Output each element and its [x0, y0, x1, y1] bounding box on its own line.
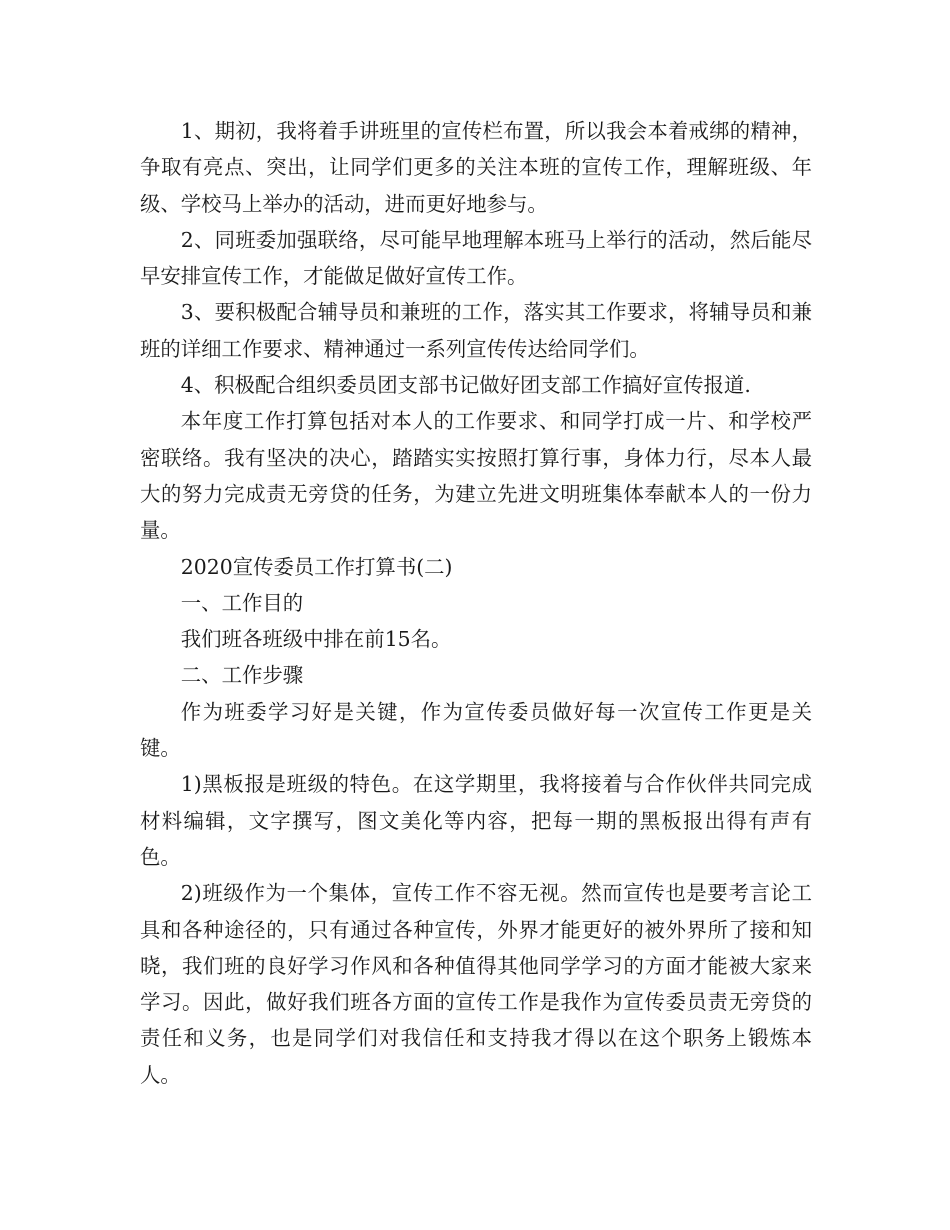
paragraph-key-point: 作为班委学习好是关键，作为宣传委员做好每一次宣传工作更是关键。 — [140, 699, 812, 761]
paragraph-plan-item-3: 3、要积极配合辅导员和兼班的工作，落实其工作要求，将辅导员和兼班的详细工作要求、精神通过一系列宣传传达给同学们。 — [140, 300, 812, 361]
document-body — [140, 113, 812, 1093]
paragraph-blackboard: 1)黑板报是班级的特色。在这学期里，我将接着与合作伙伴共同完成材料编辑，文字撰写，图文美化等内容，把每一期的黑板报出得有声有色。 — [140, 772, 812, 869]
paragraph-plan-item-4: 4、积极配合组织委员团支部书记做好团支部工作搞好宣传报道. — [180, 373, 751, 398]
section-title: 2020宣传委员工作打算书(二) — [180, 554, 453, 579]
paragraph-work-goal: 我们班各班级中排在前15名。 — [180, 627, 452, 652]
paragraph-annual-summary: 本年度工作打算包括对本人的工作要求、和同学打成一片、和学校严密联络。我有坚决的决心，踏踏实实按照打算行事，身体力行，尽本人最大的努力完成责无旁贷的任务，为建立先进文明班集体奉献本人的一份力量。 — [140, 409, 812, 543]
paragraph-class-publicity: 2)班级作为一个集体，宣传工作不容无视。然而宣传也是要考言论工具和各种途径的，只有通过各种宣传，外界才能更好的被外界所了接和知晓，我们班的良好学习作风和各种值得其他同学学习的方面才能被大家来学习。因此，做好我们班各方面的宣传工作是我作为宣传委员责无旁贷的责任和义务，也是同学们对我信任和支持我才得以在这个职务上锻炼本人。 — [140, 881, 812, 1087]
heading-work-goal: 一、工作目的 — [180, 590, 304, 615]
heading-work-steps: 二、工作步骤 — [180, 663, 304, 688]
paragraph-plan-item-2: 2、同班委加强联络，尽可能早地理解本班马上举行的活动，然后能尽早安排宣传工作，才能做足做好宣传工作。 — [140, 227, 812, 289]
paragraph-plan-item-1: 1、期初，我将着手讲班里的宣传栏布置，所以我会本着戒绑的精神，争取有亮点、突出，让同学们更多的关注本班的宣传工作，理解班级、年级、学校马上举办的活动，进而更好地参与。 — [140, 119, 812, 216]
